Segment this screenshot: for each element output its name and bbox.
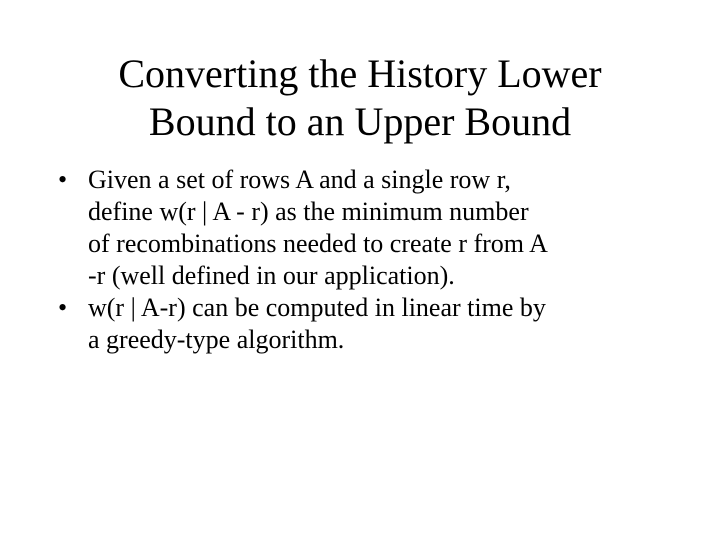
bullet-dot-icon: • (58, 165, 68, 194)
slide-title-line: Bound to an Upper Bound (148, 99, 572, 144)
bullet-line: a greedy-type algorithm. (88, 325, 345, 354)
slide-title-line: Converting the History Lower (118, 51, 602, 96)
bullet-line: of recombinations needed to create r from A (88, 229, 548, 258)
bullet-line: w(r | A-r) can be computed in linear time by (88, 293, 546, 322)
bullet-line: -r (well defined in our application). (88, 261, 455, 290)
bullet-item (58, 164, 678, 292)
bullet-text (88, 292, 678, 356)
bullet-dot-icon: • (58, 293, 68, 322)
bullet-text (88, 164, 678, 292)
bullet-line: define w(r | A - r) as the minimum number (88, 197, 529, 226)
slide-title (60, 50, 660, 146)
bullet-item (58, 292, 678, 356)
bullet-line: Given a set of rows A and a single row r, (88, 165, 511, 194)
bullet-list (58, 164, 678, 356)
